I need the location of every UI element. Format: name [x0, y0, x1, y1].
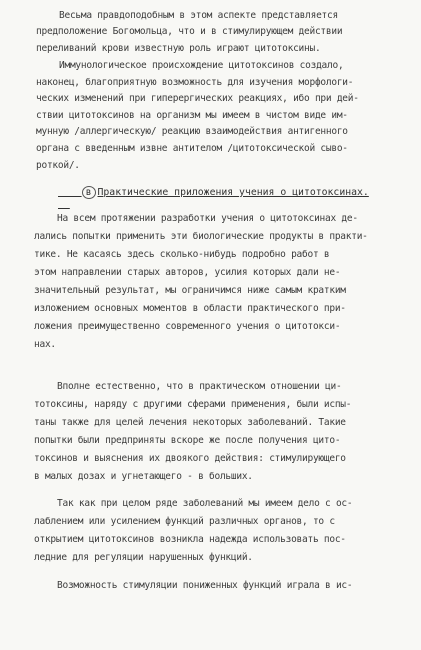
- text-line: Весьма правдоподобным в этом аспекте представляется: [59, 10, 338, 21]
- text-line: нах.: [34, 339, 56, 350]
- section-heading: [58, 175, 369, 210]
- text-line: таны также для целей лечения некоторых заболеваний. Такие: [34, 417, 346, 428]
- text-line: ледние для регуляции нарушенных функций.: [34, 552, 253, 563]
- text-line: этом направлении старых авторов, усилия которых дали не-: [34, 267, 341, 278]
- text-line: На всем протяжении разработки учения о цитотоксинах де-: [57, 213, 358, 224]
- text-line: тике. Не касаясь здесь сколько-нибудь подробно работ в: [34, 249, 330, 260]
- text-line: попытки были предприняты вскоре же после получения цито-: [34, 435, 341, 446]
- text-line: значительный результат, мы ограничимся ниже самым кратким: [34, 285, 346, 296]
- text-line: органа с введенным извне антителом /цитотоксической сыво-: [36, 143, 348, 154]
- text-line: ческих изменений при гиперергических реакциях, ибо при дей-: [36, 93, 359, 104]
- text-line: Иммунологическое происхождение цитотоксинов создало,: [59, 60, 344, 71]
- text-line: Возможность стимуляции пониженных функций играла в ис-: [57, 580, 353, 591]
- section-marker: в: [82, 186, 96, 199]
- text-line: наконец, благоприятную возможность для изучения морфологи-: [36, 77, 354, 88]
- text-line: переливаний крови известную роль играют цитотоксины.: [36, 43, 321, 54]
- text-line: Так как при целом ряде заболеваний мы имеем дело с ос-: [57, 498, 353, 509]
- text-line: токсинов и выяснения их двоякого действия: стимулирующего: [34, 453, 346, 464]
- section-heading-text: Практические приложения учения о цитотоксинах.: [97, 187, 369, 198]
- text-line: предположение Богомольца, что и в стимулирующем действии: [36, 26, 343, 37]
- text-line: роткой/.: [36, 160, 80, 171]
- text-line: тотоксины, наряду с другими сферами применения, были испы-: [34, 399, 352, 410]
- text-line: лаблением или усилением функций различных органов, то с: [34, 516, 335, 527]
- text-line: изложением основных моментов в области практического при-: [34, 303, 346, 314]
- text-line: Вполне естественно, что в практическом отношении ци-: [57, 381, 342, 392]
- text-line: в малых дозах и угнетающего - в больших.: [34, 471, 253, 482]
- text-line: мунную /аллергическую/ реакцию взаимодействия антигенного: [36, 126, 348, 137]
- text-line: ложения преимущественно современного учения о цитотокси-: [34, 321, 341, 332]
- text-line: лались попытки применить эти биологические продукты в практи-: [34, 231, 368, 242]
- text-line: открытием цитотоксинов возникла надежда использовать пос-: [34, 534, 346, 545]
- text-line: ствии цитотоксинов на организм мы имеем в чистом виде им-: [36, 110, 348, 121]
